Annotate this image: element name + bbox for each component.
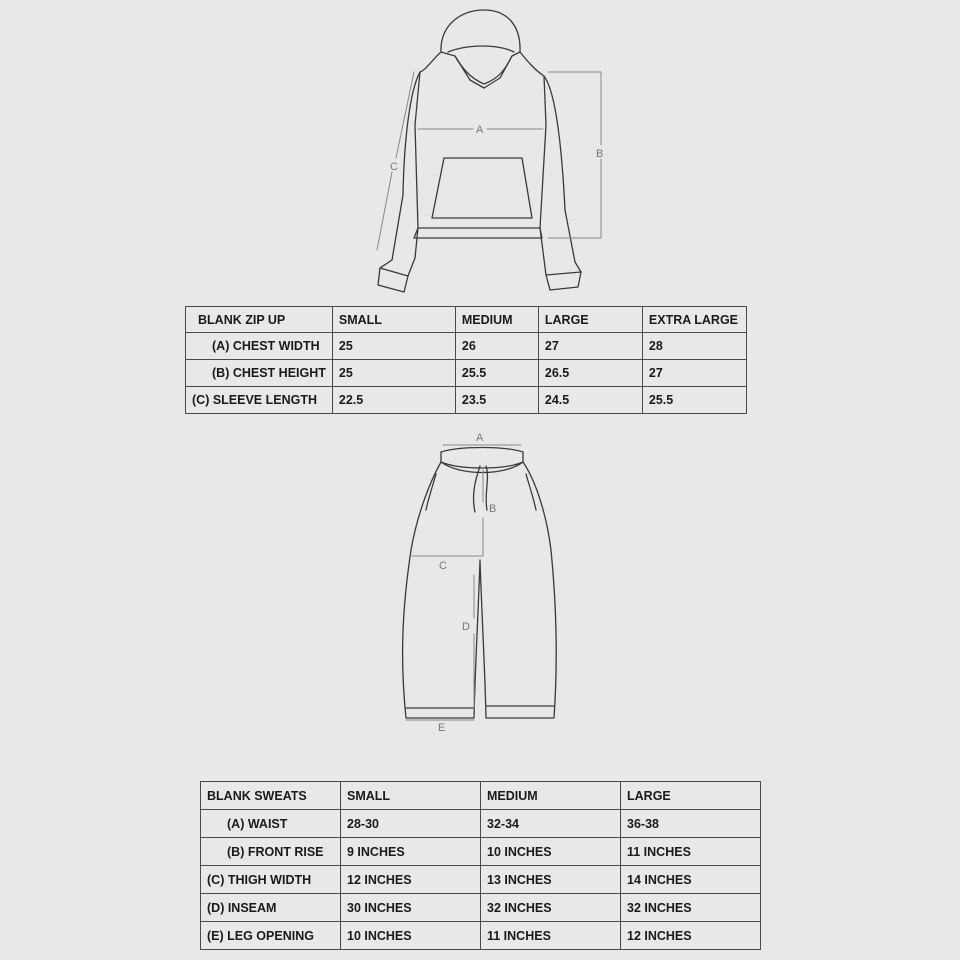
table-cell: 12 INCHES — [341, 866, 481, 894]
table-title-cell: BLANK ZIP UP — [186, 307, 333, 333]
table-cell: 9 INCHES — [341, 838, 481, 866]
hoodie-label-c: C — [390, 161, 398, 173]
table-cell: 32 INCHES — [481, 894, 621, 922]
table-row — [186, 387, 747, 414]
size-header-cell: MEDIUM — [481, 782, 621, 810]
table-cell: 30 INCHES — [341, 894, 481, 922]
table-cell: 13 INCHES — [481, 866, 621, 894]
sweats-label-d: D — [462, 621, 470, 633]
table-cell: 11 INCHES — [481, 922, 621, 950]
table-cell: 28 — [642, 333, 746, 360]
table-row — [201, 922, 761, 950]
table-cell: 14 INCHES — [621, 866, 761, 894]
sweats-label-c: C — [439, 560, 447, 572]
table-cell: 32-34 — [481, 810, 621, 838]
table-cell: 27 — [642, 360, 746, 387]
sweats-size-table — [200, 781, 761, 950]
table-cell: 28-30 — [341, 810, 481, 838]
table-cell: 32 INCHES — [621, 894, 761, 922]
table-row — [186, 360, 747, 387]
table-cell: 25 — [332, 360, 455, 387]
table-cell: 26 — [455, 333, 538, 360]
hoodie-label-b: B — [596, 148, 604, 160]
table-cell: 22.5 — [332, 387, 455, 414]
measurement-label: (A) WAIST — [201, 810, 341, 838]
table-row — [201, 866, 761, 894]
hoodie-label-a: A — [476, 124, 484, 136]
table-title-cell: BLANK SWEATS — [201, 782, 341, 810]
table-row — [201, 838, 761, 866]
measurement-label: (C) THIGH WIDTH — [201, 866, 341, 894]
sweats-label-e: E — [438, 722, 446, 734]
size-header-cell: LARGE — [621, 782, 761, 810]
table-cell: 23.5 — [455, 387, 538, 414]
size-header-cell: LARGE — [538, 307, 642, 333]
measurement-label: (E) LEG OPENING — [201, 922, 341, 950]
table-row — [201, 894, 761, 922]
sweatpants-outline — [403, 448, 557, 719]
sweats-label-a: A — [476, 432, 484, 444]
measurement-label: (D) INSEAM — [201, 894, 341, 922]
table-header-row — [201, 782, 761, 810]
table-cell: 25 — [332, 333, 455, 360]
sweatpants-measure-lines — [406, 445, 521, 720]
size-header-cell: MEDIUM — [455, 307, 538, 333]
table-cell: 10 INCHES — [341, 922, 481, 950]
sweatpants-diagram — [380, 425, 580, 740]
measurement-label: (B) CHEST HEIGHT — [186, 360, 333, 387]
measurement-label: (B) FRONT RISE — [201, 838, 341, 866]
size-header-cell: SMALL — [332, 307, 455, 333]
table-cell: 36-38 — [621, 810, 761, 838]
measurement-label: (A) CHEST WIDTH — [186, 333, 333, 360]
table-cell: 11 INCHES — [621, 838, 761, 866]
table-header-row — [186, 307, 747, 333]
hoodie-diagram — [360, 0, 620, 300]
table-cell: 25.5 — [455, 360, 538, 387]
size-header-cell: SMALL — [341, 782, 481, 810]
table-cell: 26.5 — [538, 360, 642, 387]
hoodie-outline — [378, 10, 581, 292]
table-cell: 10 INCHES — [481, 838, 621, 866]
sweats-label-b: B — [489, 503, 497, 515]
table-row — [186, 333, 747, 360]
table-cell: 27 — [538, 333, 642, 360]
table-row — [201, 810, 761, 838]
table-cell: 12 INCHES — [621, 922, 761, 950]
measurement-label: (C) SLEEVE LENGTH — [186, 387, 333, 414]
size-header-cell: EXTRA LARGE — [642, 307, 746, 333]
table-cell: 25.5 — [642, 387, 746, 414]
table-cell: 24.5 — [538, 387, 642, 414]
zip-up-size-table — [185, 306, 747, 414]
